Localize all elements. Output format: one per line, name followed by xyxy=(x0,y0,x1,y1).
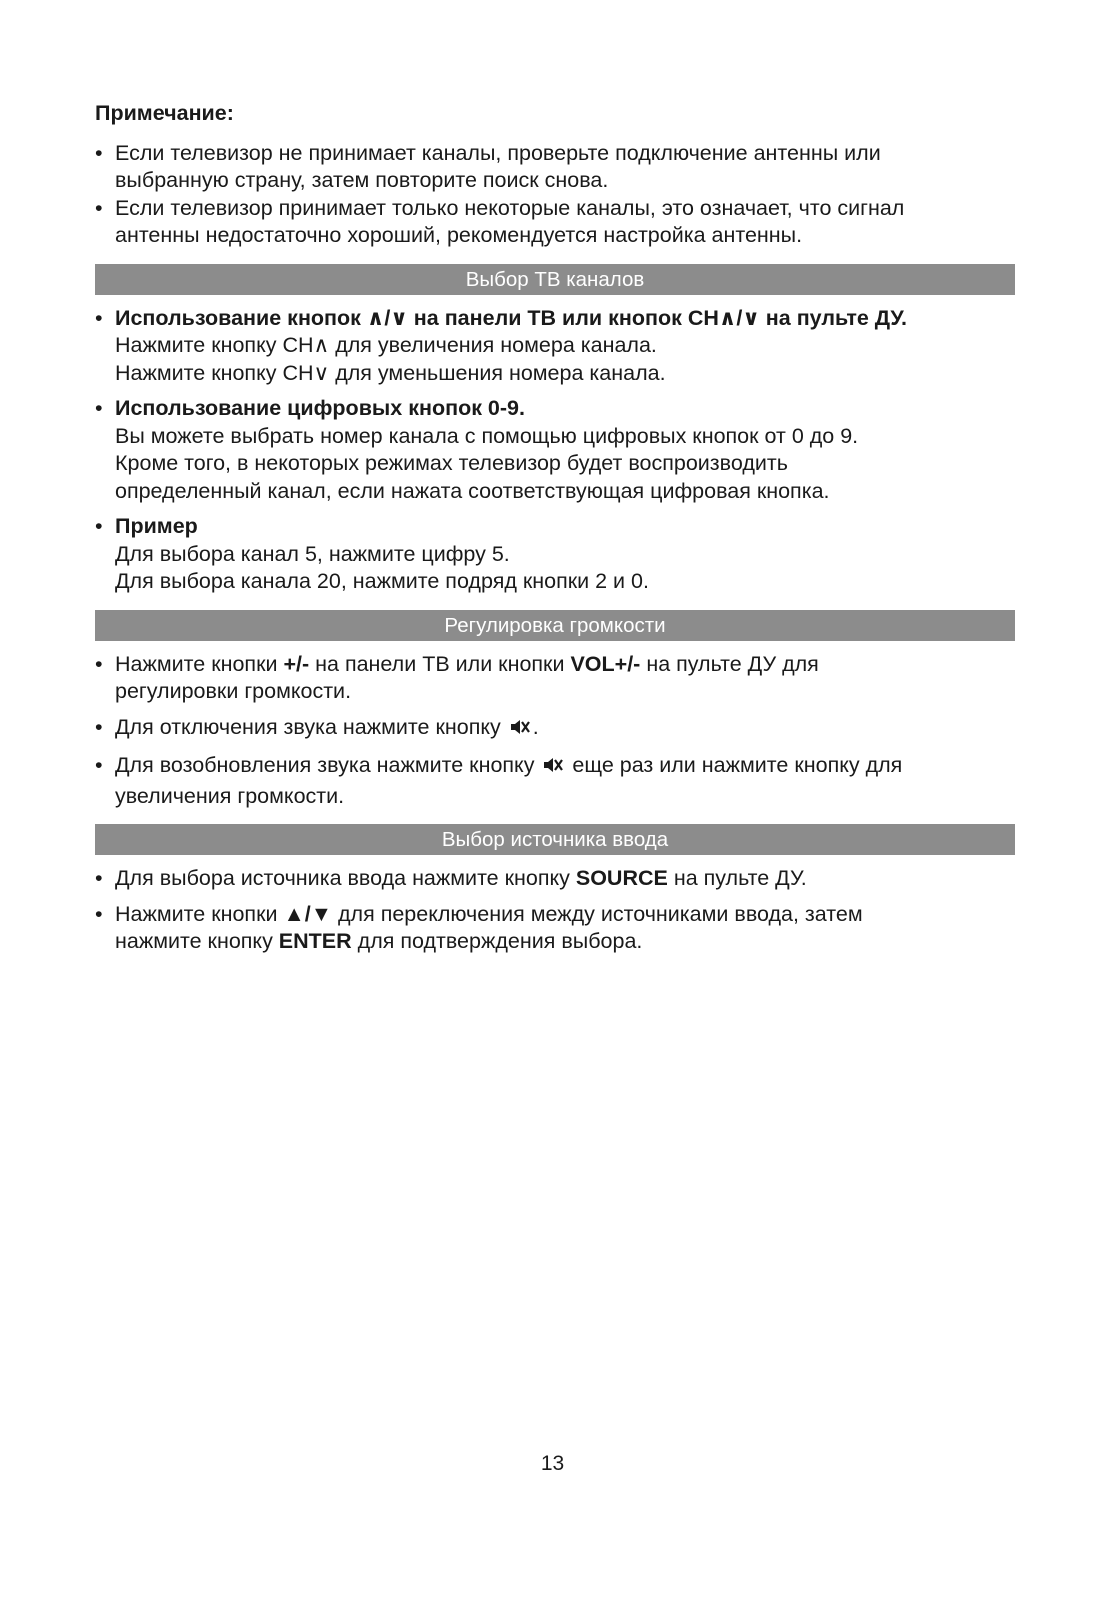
page-number: 13 xyxy=(540,1452,565,1475)
bullet: • xyxy=(95,901,103,926)
note-item-2: • Если телевизор принимает только некоторые каналы, это означает, что сигнал антенны недостаточно хороший, рекомендуется настройка антенны. xyxy=(95,195,905,247)
bullet: • xyxy=(95,396,103,420)
section-bar-channels: Выбор ТВ каналов xyxy=(95,264,1015,295)
list-item: • Нажмите кнопки ▲/▼ для переключения между источниками ввода, затем нажмите кнопку ENTER для подтверждения выбора. xyxy=(95,901,863,953)
bullet: • xyxy=(95,651,103,676)
list-item: • Пример Для выбора канал 5, нажмите цифру 5. Для выбора канала 20, нажмите подряд кнопки 2 и 0. xyxy=(95,513,1015,596)
section-bar-volume: Регулировка громкости xyxy=(95,610,1015,641)
section-bar-input-source: Выбор источника ввода xyxy=(95,824,1015,855)
mute-icon xyxy=(509,717,531,745)
bullet: • xyxy=(95,866,103,890)
mute-icon xyxy=(542,755,564,783)
bullet: • xyxy=(95,514,103,538)
bullet: • xyxy=(95,714,103,739)
manual-page xyxy=(95,100,1015,956)
list-item: • Использование цифровых кнопок 0-9. Вы можете выбрать номер канала с помощью цифровых кнопок от 0 до 9. Кроме того, в некоторых режимах телевизор будет воспроизводить определенный канал, если нажата соответствующая цифровая кнопка. xyxy=(95,395,1015,505)
list-item: • Нажмите кнопки +/- на панели ТВ или кнопки VOL+/- на пульте ДУ для регулировки громкости. xyxy=(95,651,819,703)
item-heading: Использование кнопок ∧/∨ на панели ТВ или кнопок CH∧/∨ на пульте ДУ. xyxy=(115,305,908,330)
item-heading: Использование цифровых кнопок 0-9. xyxy=(115,396,525,420)
list-item: • Для возобновления звука нажмите кнопку еще раз или нажмите кнопку для увеличения громкости. xyxy=(95,753,903,808)
list-item: • Для выбора источника ввода нажмите кнопку SOURCE на пульте ДУ. xyxy=(95,865,1015,893)
note-item-1: • Если телевизор не принимает каналы, проверьте подключение антенны или выбранную страну, затем повторите поиск снова. xyxy=(95,140,881,192)
list-item: • Использование кнопок ∧/∨ на панели ТВ или кнопок CH∧/∨ на пульте ДУ. Нажмите кнопку CH∧ для увеличения номера канала. Нажмите кнопку CH∨ для уменьшения номера канала. xyxy=(95,305,1015,388)
note-title: Примечание: xyxy=(95,101,234,125)
bullet: • xyxy=(95,753,103,777)
bullet: • xyxy=(95,305,103,330)
item-heading: Пример xyxy=(115,514,198,538)
bullet: • xyxy=(95,195,103,220)
bullet: • xyxy=(95,140,103,165)
list-item: • Для отключения звука нажмите кнопку . xyxy=(95,714,1015,745)
